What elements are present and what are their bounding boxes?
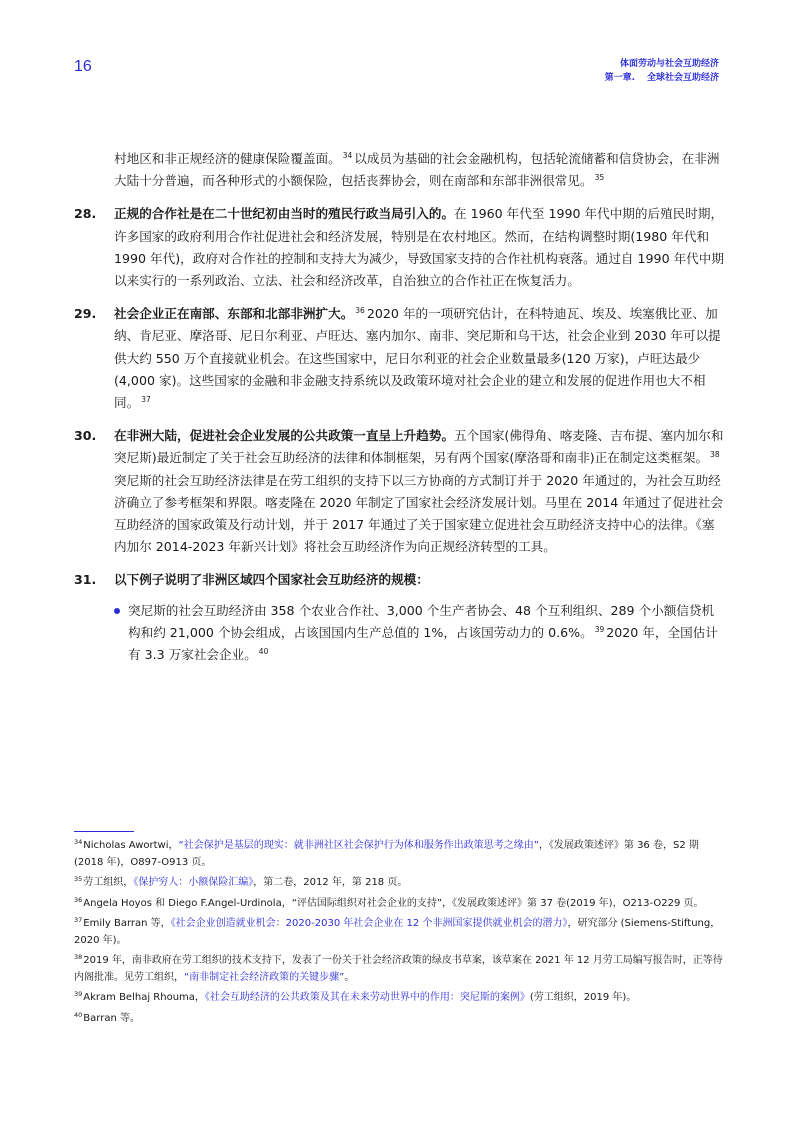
footnote-link[interactable]: 《社会企业创造就业机会：2020-2030 年社会企业在 12 个非洲国家提供就业机会的潜力》: [170, 918, 568, 929]
bullet-dot-icon: [114, 608, 120, 614]
footnote-number: 38: [74, 953, 83, 961]
footnote-ref-38[interactable]: 38: [710, 450, 720, 460]
paragraph-29: [74, 303, 724, 414]
bullet-body-2: 2020 年，全国估计有 3.3 万家社会企业。: [128, 624, 718, 663]
footnote-text: Emily Barran 等，: [83, 918, 171, 929]
chapter-label: 第一章.: [604, 73, 635, 83]
continuation-text-2: 以成员为基础的社会金融机构，包括轮流储蓄和信贷协会，在非洲大陆十分普遍，而各种形式的小额保险，包括丧葬协会，则在南部和东部非洲很常见。: [114, 151, 720, 189]
footnote-38: [74, 953, 724, 986]
footnote-link[interactable]: “社会保护是基层的现实：就非洲社区社会保护行为体和服务作出政策思考之缘由”: [178, 840, 539, 851]
paragraph-body: 2020 年的一项研究估计，在科特迪瓦、埃及、埃塞俄比亚、加纳、肯尼亚、摩洛哥、尼日尔利亚、卢旺达、塞内加尔、南非、突尼斯和乌干达，社会企业到 2030 年可以提供大约 550 万个直接就业机会。在这些国家中，尼日尔利亚的社会企业数量最多(120 万家)，卢旺达最少(4,000 家)。这些国家的金融和非金融支持系统以及政策环境对社会企业的建立和发展的促进作用也大不相同。: [114, 306, 721, 411]
footnote-link[interactable]: “南非制定社会经济政策的关键步骤”: [184, 971, 345, 983]
footnote-34: [74, 838, 724, 871]
paragraph-lead: 正规的合作社是在二十世纪初由当时的殖民行政当局引入的。: [114, 206, 455, 222]
footnote-link[interactable]: 《社会互助经济的公共政策及其在未来劳动世界中的作用：突尼斯的案例》: [204, 992, 530, 1003]
footnote-text: ，第二卷，2012 年，第 218 页。: [253, 877, 408, 888]
continuation-paragraph: [114, 148, 724, 192]
footnote-35: [74, 875, 724, 892]
paragraph-body: 在 1960 年代至 1990 年代中期的后殖民时期，许多国家的政府利用合作社促进社会和经济发展，特别是在农村地区。然而，在结构调整时期(1980 年代和 1990 年代)，政府对合作社的控制和支持大为减少，导致国家支持的合作社机构衰落。通过自 1990 年代中期以来实行的一系列政治、立法、社会和经济改革，自治独立的合作社正在恢复活力。: [114, 206, 724, 289]
footnote-text: 。: [344, 971, 355, 983]
footnote-text: ，《发展政策述评》第 36 卷，S2 期(2018 年)，O897-O913 页。: [74, 840, 699, 868]
footnote-37: [74, 916, 724, 949]
footnote-link[interactable]: 《保护穷人：小额保险汇编》: [133, 877, 254, 888]
bullet-item: [114, 600, 724, 667]
footnote-39: [74, 990, 724, 1007]
footnote-text: Nicholas Awortwi，: [83, 840, 179, 851]
footnote-number: 40: [74, 1010, 83, 1019]
paragraph-lead: 社会企业正在南部、东部和北部非洲扩大。: [114, 306, 354, 322]
footnote-number: 34: [74, 838, 83, 846]
paragraph-text: [114, 303, 724, 414]
main-body: [74, 148, 724, 666]
footnote-text: Akram Belhaj Rhouma，: [83, 992, 205, 1003]
bullet-body: 突尼斯的社会互助经济由 358 个农业合作社、3,000 个生产者协会、48 个互利组织、289 个小额信贷机构和约 21,000 个协会组成，占该国国内生产总值的 1%，占该国劳动力的 0.6%。: [128, 602, 715, 640]
footnote-divider: [74, 831, 134, 832]
footnote-text: 2019 年，南非政府在劳工组织的技术支持下，发表了一份关于社会经济政策的绿皮书草案，该草案在 2021 年 12 月劳工局编写报告时，正等待内阁批准。见劳工组织，: [74, 955, 723, 983]
footnote-text: (劳工组织，2019 年)。: [529, 992, 637, 1003]
paragraph-text: [114, 203, 724, 292]
paragraph-text: [114, 425, 724, 558]
paragraph-number: 31.: [74, 572, 97, 588]
chapter-title: 全球社会互助经济: [646, 73, 719, 83]
paragraph-body-2: 突尼斯的社会互助经济法律是在劳工组织的支持下以三方协商的方式制订并于 2020 年通过的，为社会互助经济确立了参考框架和界限。喀麦隆在 2020 年制定了国家社会经济发展计划。马里在 2014 年通过了促进社会互助经济的国家政策及行动计划，并于 2017 年通过了关于国家建立促进社会互助经济支持中心的法律。《塞内加尔 2014-2023 年新兴计划》将社会互助经济作为向正规经济转型的工具。: [114, 472, 724, 555]
footnote-ref-35[interactable]: 35: [594, 173, 605, 183]
paragraph-lead: 在非洲大陆，促进社会企业发展的公共政策一直呈上升趋势。: [114, 428, 455, 444]
running-header: [605, 57, 719, 85]
footnote-text: Barran 等。: [83, 1012, 140, 1024]
footnote-text: ，研究部分 (Siemens-Stiftung，2020 年)。: [74, 918, 721, 946]
footnote-ref-37[interactable]: 37: [141, 395, 151, 405]
paragraph-number: 28.: [74, 206, 97, 222]
footnote-number: 36: [74, 895, 83, 904]
footnote-number: 35: [74, 875, 83, 883]
paragraph-number: 30.: [74, 428, 97, 444]
paragraph-31: [74, 569, 724, 591]
footnote-ref-40[interactable]: 40: [258, 647, 269, 657]
paragraph-body: 五个国家(佛得角、喀麦隆、吉布提、塞内加尔和突尼斯)最近制定了关于社会互助经济的法律和体制框架，另有两个国家(摩洛哥和南非)正在制定这类框架。: [114, 428, 724, 466]
running-header-title: 体面劳动与社会互助经济: [619, 59, 719, 69]
bullet-text: [128, 600, 724, 667]
paragraph-number: 29.: [74, 306, 97, 322]
paragraph-30: [74, 425, 724, 558]
footnote-number: 39: [74, 990, 83, 998]
footnote-text: Angela Hoyos 和 Diego F.Angel-Urdinola，“评估国际组织对社会企业的支持”，《发展政策述评》第 37 卷(2019 年)，O213-O229 页。: [83, 897, 704, 909]
continuation-text: 村地区和非正规经济的健康保险覆盖面。: [114, 151, 341, 166]
page-number: 16: [74, 58, 92, 75]
paragraph-text: [114, 569, 724, 591]
footnote-ref-39[interactable]: 39: [594, 624, 605, 634]
paragraph-lead: 以下例子说明了非洲区域四个国家社会互助经济的规模：: [114, 572, 429, 588]
footnote-number: 37: [74, 916, 83, 924]
running-header-chapter: [605, 71, 719, 85]
footnote-40: [74, 1011, 724, 1028]
paragraph-28: [74, 203, 724, 292]
footnote-ref-36[interactable]: 36: [355, 306, 365, 316]
footnotes: [74, 838, 724, 1031]
footnote-ref-34[interactable]: 34: [342, 151, 353, 160]
footnote-text: 劳工组织，: [83, 877, 134, 888]
footnote-36: [74, 896, 724, 913]
